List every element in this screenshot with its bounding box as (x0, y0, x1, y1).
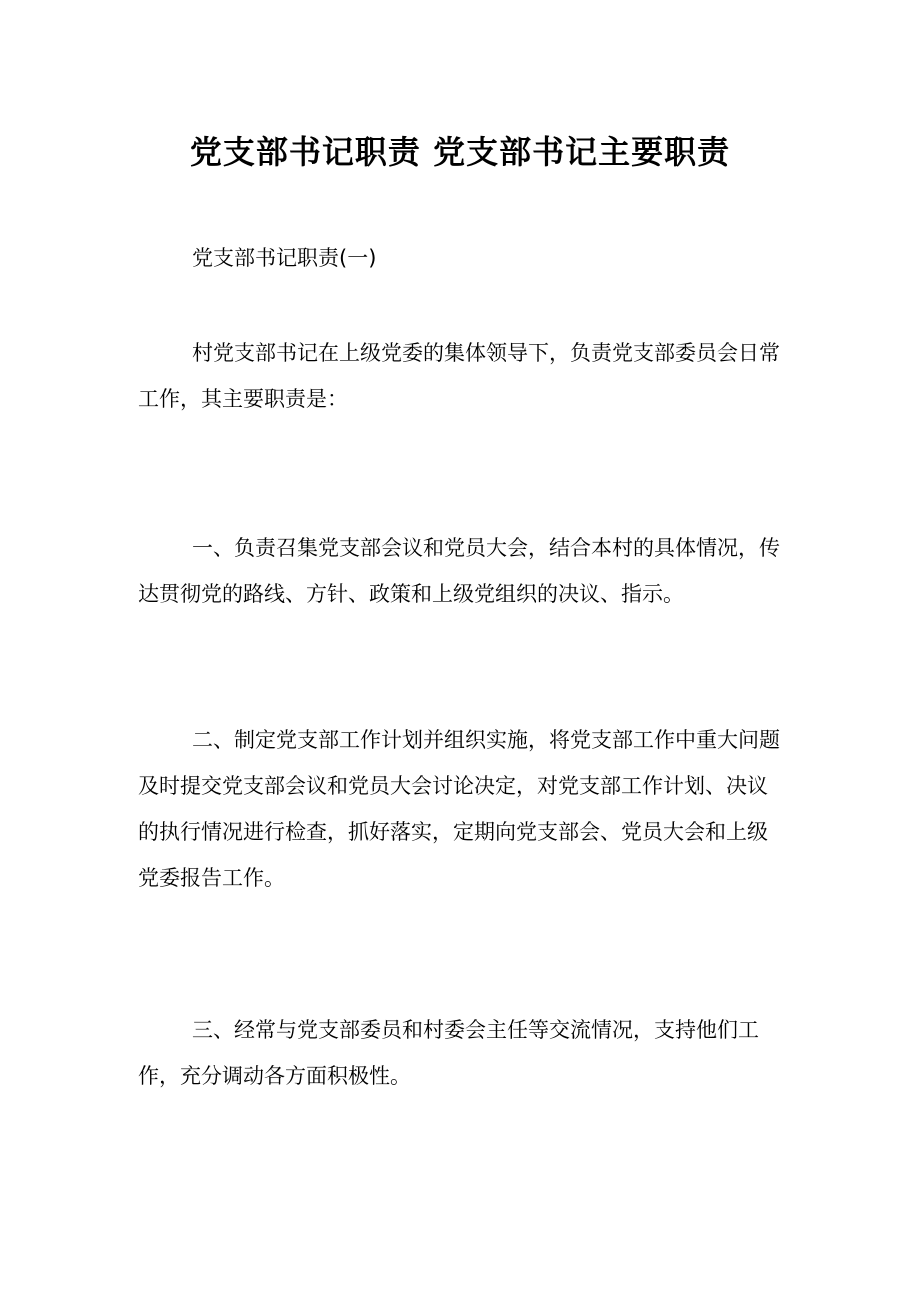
duty-item-2: 二、制定党支部工作计划并组织实施，将党支部工作中重大问题及时提交党支部会议和党员大会讨论决定，对党支部工作计划、决议的执行情况进行检查，抓好落实，定期向党支部会、党员大会和上级党委报告工作。 (138, 728, 780, 890)
duty-item-1: 一、负责召集党支部会议和党员大会，结合本村的具体情况，传达贯彻党的路线、方针、政策和上级党组织的决议、指示。 (138, 536, 780, 606)
page-title: 党支部书记职责 党支部书记主要职责 (189, 133, 731, 171)
intro-paragraph: 村党支部书记在上级党委的集体领导下，负责党支部委员会日常工作，其主要职责是： (138, 341, 780, 411)
section-subtitle: 党支部书记职责(一) (192, 246, 377, 270)
duty-item-3: 三、经常与党支部委员和村委会主任等交流情况，支持他们工作，充分调动各方面积极性。 (138, 1018, 759, 1088)
